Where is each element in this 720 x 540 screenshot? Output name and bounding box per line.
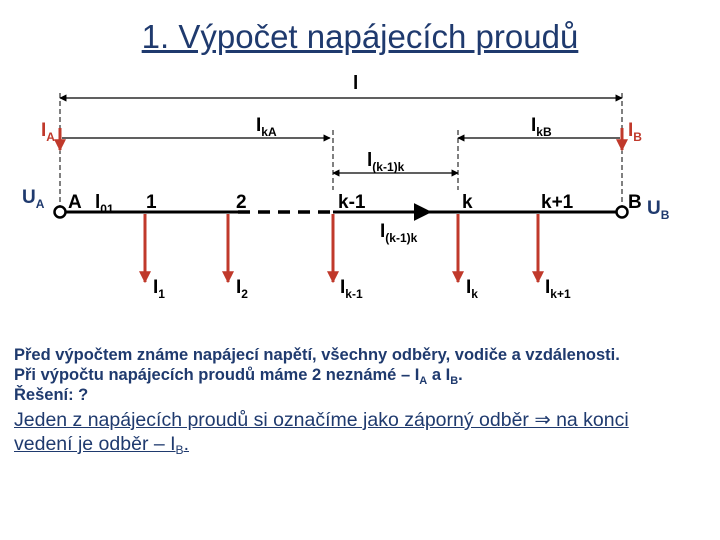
node-2: 2: [236, 192, 247, 213]
label-i1: $I_1$: [153, 277, 165, 301]
label-ikm1: $I_{k-1}$: [340, 277, 363, 301]
label-ikb: $I_{kB}$: [531, 115, 552, 139]
label-ib: $I_B$: [628, 120, 642, 144]
label-i2: $I_2$: [236, 277, 248, 301]
label-ika: $I_{kA}$: [256, 115, 277, 139]
node-1: 1: [146, 192, 157, 213]
label-ia: $I_A$: [41, 120, 55, 144]
node-a: A: [68, 192, 82, 213]
node-km1: k-1: [338, 192, 366, 213]
node-k: k: [462, 192, 473, 213]
label-lk-top: $l_{(k-1)k}$: [367, 150, 405, 174]
text-line-1: Před výpočtem známe napájecí napětí, všechny odběry, vodiče a vzdálenosti.: [14, 346, 620, 364]
text-line-5: vedení je odběr – $I_B$.: [14, 433, 189, 457]
text-line-2: Při výpočtu napájecích proudů máme 2 neznámé – $I_A$ a $I_B$.: [14, 366, 463, 387]
label-ua: $U_A$: [22, 187, 45, 211]
text-line-4: Jeden z napájecích proudů si označíme jako záporný odběr ⇒ na konci: [14, 409, 629, 431]
label-ub: $U_B$: [647, 198, 670, 222]
page-title: 1. Výpočet napájecích proudů: [141, 18, 579, 55]
label-ik: $I_k$: [466, 277, 478, 301]
node-kp1: k+1: [541, 192, 574, 213]
label-l: l: [353, 73, 359, 94]
label-l01: $l_{01}$: [95, 192, 114, 216]
label-lk-bottom: $I_{(k-1)k}$: [380, 221, 418, 245]
terminal-a: [55, 207, 66, 218]
text-line-3: Řešení: ?: [14, 386, 89, 404]
label-ikp1: $I_{k+1}$: [545, 277, 571, 301]
node-b: B: [628, 192, 642, 213]
terminal-b: [617, 207, 628, 218]
